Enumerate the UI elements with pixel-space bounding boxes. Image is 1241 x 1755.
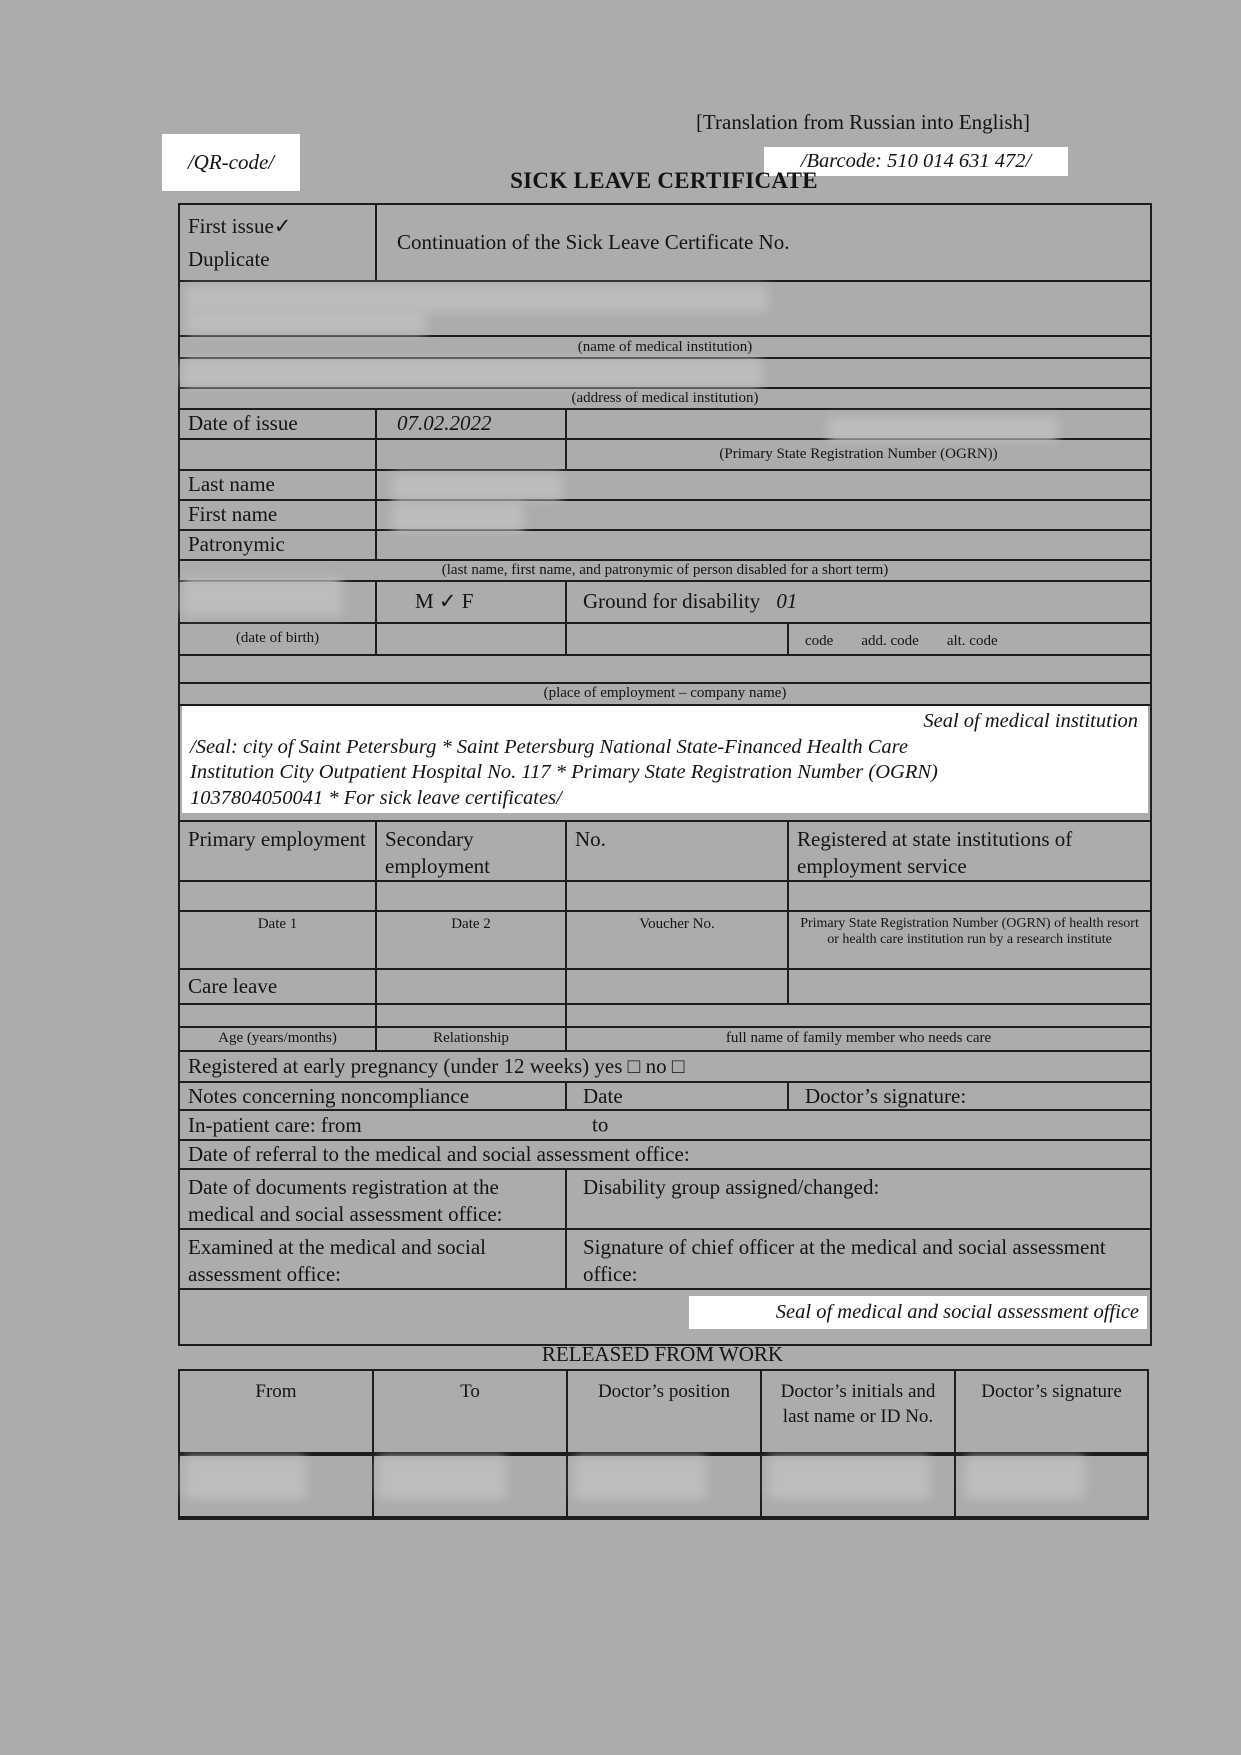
person-caption: (last name, first name, and patronymic of person disabled for a short term): [179, 560, 1151, 581]
add-code-label: add. code: [861, 633, 919, 650]
last-name-value-cell: [376, 470, 1151, 500]
assessment-seal-cell: [179, 1289, 1151, 1345]
age-caption: Age (years/months): [179, 1027, 376, 1051]
ogrn-caption: (Primary State Registration Number (OGRN)): [566, 439, 1151, 470]
row-patronymic: [179, 530, 1151, 560]
row-institution-name-caption: [179, 336, 1151, 358]
empty-cell: [376, 439, 566, 470]
date-of-issue-value: 07.02.2022: [376, 409, 566, 439]
institution-address-caption: (address of medical institution): [179, 388, 1151, 409]
institution-seal-caption: Seal of medical institution: [923, 709, 1139, 732]
released-signature-value-cell: [955, 1454, 1148, 1518]
code-label: code: [805, 633, 834, 650]
row-person-caption: [179, 560, 1151, 581]
released-from-value-cell: [179, 1454, 373, 1518]
inpatient-to-label: to: [592, 1112, 609, 1137]
row-issue-type: [179, 204, 1151, 281]
inpatient-from-label: In-patient care: from: [188, 1112, 362, 1137]
released-from-work-table: [178, 1369, 1149, 1520]
institution-seal-text-line1: /Seal: city of Saint Petersburg * Saint Petersburg National State-Financed Health Care: [190, 735, 908, 758]
continuation-cell: Continuation of the Sick Leave Certificate No.: [376, 204, 1151, 281]
released-col-initials: Doctor’s initials and last name or ID No.: [761, 1370, 955, 1454]
row-employment-value: [179, 655, 1151, 683]
empty-cell: [788, 881, 1151, 911]
noncompliance-label: Notes concerning noncompliance: [179, 1082, 566, 1111]
institution-name-cell: [179, 281, 1151, 336]
released-position-value-cell: [567, 1454, 761, 1518]
empty-cell: [788, 969, 1151, 1004]
first-name-label: First name: [179, 500, 376, 530]
released-col-to: To: [373, 1370, 567, 1454]
row-institution-seal: [179, 705, 1151, 821]
row-early-pregnancy: [179, 1051, 1151, 1082]
row-institution-address-caption: [179, 388, 1151, 409]
document-title: SICK LEAVE CERTIFICATE: [510, 168, 818, 193]
duplicate-label: Duplicate: [188, 246, 270, 271]
row-examined: [179, 1229, 1151, 1289]
secondary-employment-label: Secondary employment: [376, 821, 566, 881]
institution-address-cell: [179, 358, 1151, 388]
empty-cell: [179, 1004, 376, 1027]
empty-cell: [566, 969, 788, 1004]
docs-registration-label: Date of documents registration at the medical and social assessment office:: [179, 1169, 566, 1229]
chief-signature-label: Signature of chief officer at the medical and social assessment office:: [566, 1229, 1151, 1289]
institution-seal-cell: [179, 705, 1151, 821]
examined-label: Examined at the medical and social assessment office:: [179, 1229, 566, 1289]
row-noncompliance: [179, 1082, 1151, 1111]
disability-group-label: Disability group assigned/changed:: [566, 1169, 1151, 1229]
row-employment-type-values: [179, 881, 1151, 911]
institution-name-caption: (name of medical institution): [179, 336, 1151, 358]
ogrn-resort-caption: Primary State Registration Number (OGRN) of health resort or health care institution run by a research institute: [788, 911, 1151, 969]
gender-cell: M ✓ F: [376, 581, 566, 623]
dob-value-cell: [179, 581, 376, 623]
inpatient-care-cell: [179, 1110, 1151, 1140]
released-col-from: From: [179, 1370, 373, 1454]
voucher-caption: Voucher No.: [566, 911, 788, 969]
institution-seal-text-line3: 1037804050041 * For sick leave certificates/: [190, 787, 562, 810]
row-institution-address: [179, 358, 1151, 388]
date-of-issue-label: Date of issue: [179, 409, 376, 439]
care-leave-label: Care leave: [179, 969, 376, 1004]
translation-note: [Translation from Russian into English]: [695, 110, 1030, 134]
released-data-row: [179, 1454, 1148, 1518]
no-label: No.: [566, 821, 788, 881]
empty-cell: [566, 881, 788, 911]
row-assessment-seal: [179, 1289, 1151, 1345]
early-pregnancy-cell: Registered at early pregnancy (under 12 weeks) yes □ no □: [179, 1051, 1151, 1082]
empty-cell: [566, 1004, 1151, 1027]
assessment-seal-highlight: Seal of medical and social assessment office: [689, 1296, 1147, 1329]
first-name-value-cell: [376, 500, 1151, 530]
row-last-name: [179, 470, 1151, 500]
empty-cell: [376, 969, 566, 1004]
empty-cell: [376, 623, 566, 655]
row-ogrn-caption: [179, 439, 1151, 470]
relationship-caption: Relationship: [376, 1027, 566, 1051]
empty-cell: [376, 1004, 566, 1027]
doctor-signature-label: Doctor’s signature:: [788, 1082, 1151, 1111]
qr-code-label: /QR-code/: [187, 150, 275, 174]
ground-cell: [566, 581, 1151, 623]
row-dob-caption-codes: [179, 623, 1151, 655]
released-from-work-title: RELEASED FROM WORK: [541, 1342, 784, 1366]
released-header-row: [179, 1370, 1148, 1454]
row-care-leave-values: [179, 1004, 1151, 1027]
first-issue-label: First issue✓: [188, 213, 292, 238]
certificate-table: [178, 203, 1152, 1346]
patronymic-label: Patronymic: [179, 530, 376, 560]
empty-cell: [376, 881, 566, 911]
registered-employment-label: Registered at state institutions of employment service: [788, 821, 1151, 881]
employment-value-cell: [179, 655, 1151, 683]
noncompliance-date-label: Date: [566, 1082, 788, 1111]
ogrn-value-cell: [566, 409, 1151, 439]
empty-cell: [179, 439, 376, 470]
released-to-value-cell: [373, 1454, 567, 1518]
family-member-caption: full name of family member who needs care: [566, 1027, 1151, 1051]
row-inpatient-care: [179, 1110, 1151, 1140]
row-care-leave: [179, 969, 1151, 1004]
last-name-label: Last name: [179, 470, 376, 500]
dob-caption: (date of birth): [179, 623, 376, 655]
barcode-label: /Barcode: 510 014 631 472/: [800, 150, 1032, 172]
row-first-name: [179, 500, 1151, 530]
row-employment-caption: [179, 683, 1151, 705]
primary-employment-label: Primary employment: [179, 821, 376, 881]
ground-value: 01: [776, 589, 798, 614]
row-employment-type: [179, 821, 1151, 881]
row-care-captions: [179, 1027, 1151, 1051]
codes-cell: [788, 623, 1151, 655]
row-voucher-captions: [179, 911, 1151, 969]
date2-caption: Date 2: [376, 911, 566, 969]
released-initials-value-cell: [761, 1454, 955, 1518]
referral-date-label: Date of referral to the medical and social assessment office:: [179, 1140, 1151, 1169]
employment-caption: (place of employment – company name): [179, 683, 1151, 705]
released-col-position: Doctor’s position: [567, 1370, 761, 1454]
date1-caption: Date 1: [179, 911, 376, 969]
empty-cell: [179, 881, 376, 911]
patronymic-value-cell: [376, 530, 1151, 560]
ground-label: Ground for disability: [583, 589, 761, 614]
empty-cell: [566, 623, 788, 655]
row-dob-gender-ground: [179, 581, 1151, 623]
row-institution-name: [179, 281, 1151, 336]
issue-type-cell: [179, 204, 376, 281]
alt-code-label: alt. code: [946, 633, 998, 650]
row-date-of-issue: [179, 409, 1151, 439]
row-docs-registration: [179, 1169, 1151, 1229]
institution-seal-text-line2: Institution City Outpatient Hospital No. 117 * Primary State Registration Number (OGRN): [190, 761, 938, 784]
row-referral-date: [179, 1140, 1151, 1169]
institution-seal-highlight: [182, 706, 1148, 813]
released-col-signature: Doctor’s signature: [955, 1370, 1148, 1454]
